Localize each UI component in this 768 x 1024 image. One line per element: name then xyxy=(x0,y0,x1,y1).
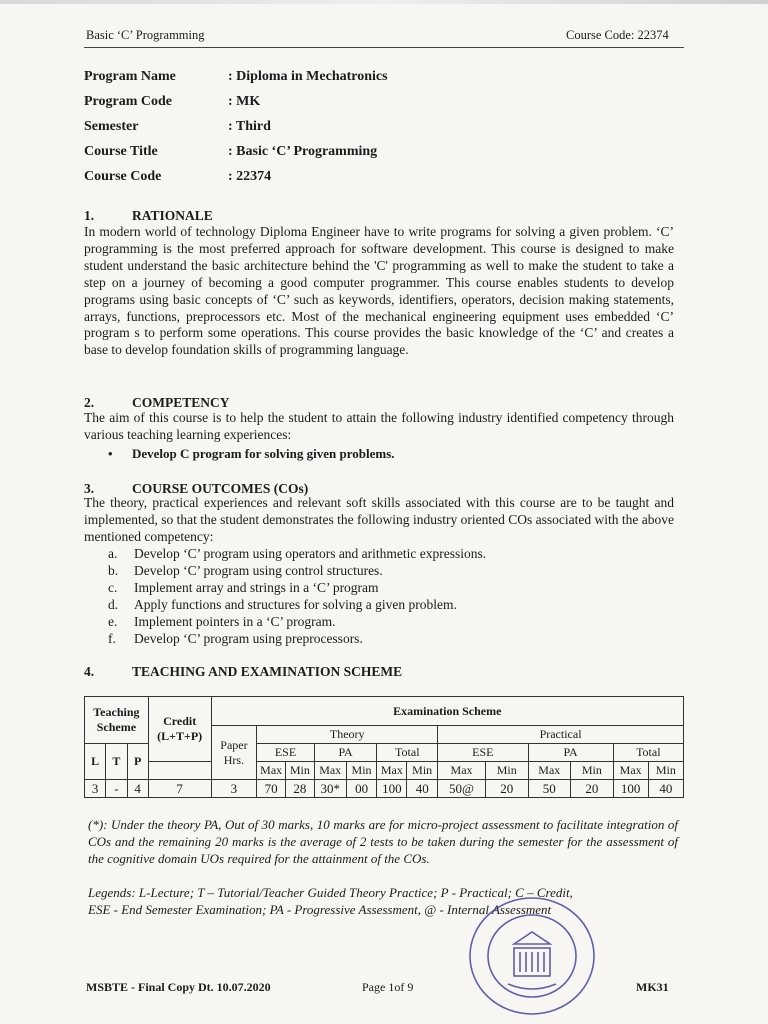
theory-ese-header: ESE xyxy=(257,744,314,762)
list-item: c. Implement array and strings in a ‘C’ program xyxy=(108,579,379,595)
max-header: Max xyxy=(613,762,648,780)
table-cell: - xyxy=(106,780,127,798)
info-row: Semester : Third xyxy=(84,118,271,134)
footer-copy-date: MSBTE - Final Copy Dt. 10.07.2020 xyxy=(86,980,271,994)
min-header: Min xyxy=(571,762,614,780)
theory-total-header: Total xyxy=(377,744,438,762)
competency-text: The aim of this course is to help the student to attain the following industry identified competency through various teaching learning experiences: xyxy=(84,410,674,442)
teaching-exam-scheme-table xyxy=(84,696,684,798)
p-header: P xyxy=(127,744,148,780)
table-cell: 3 xyxy=(85,780,106,798)
scan-edge xyxy=(0,0,768,4)
theory-pa-header: PA xyxy=(314,744,377,762)
list-item: e. Implement pointers in a ‘C’ program. xyxy=(108,613,336,629)
paper-hrs-header: Paper Hrs. xyxy=(211,726,257,780)
min-header: Min xyxy=(407,762,438,780)
header-course-code: Course Code: 22374 xyxy=(566,28,669,42)
table-cell: 00 xyxy=(346,780,377,798)
info-row: Program Code : MK xyxy=(84,93,261,109)
table-cell: 50@ xyxy=(438,780,486,798)
table-cell: 20 xyxy=(571,780,614,798)
list-item: d. Apply functions and structures for solving a given problem. xyxy=(108,596,457,612)
board-seal-stamp xyxy=(464,892,600,1020)
credit-header: Credit (L+T+P) xyxy=(148,697,211,762)
section-heading-outcomes: 3. COURSE OUTCOMES (COs) xyxy=(84,481,309,496)
t-header: T xyxy=(106,744,127,780)
table-cell: 100 xyxy=(377,780,407,798)
list-item: f. Develop ‘C’ program using preprocessors. xyxy=(108,630,363,646)
rationale-text: In modern world of technology Diploma Engineer have to write programs for solving a given problem. ‘C’ programming is the most preferred approach for software development. This course is designed to make student understand the basic architecture behind the 'C' programming as well to make the student to take a step on a journey of becoming a good computer programmer. This course enables students to develop programs using basic concepts of ‘C’ such as keywords, identifiers, operators, decision making statements, arrays, functions, preprocessors etc. Most of the mechanical engineering equipment uses embedded ‘C’ program s to perform some operations. This course provides the basic knowledge of the ‘C’ and creates a base to develop foundation skills of programming language. xyxy=(84,224,674,358)
info-row: Course Code : 22374 xyxy=(84,169,272,185)
table-cell: 70 xyxy=(257,780,286,798)
practical-ese-header: ESE xyxy=(438,744,528,762)
min-header: Min xyxy=(648,762,683,780)
section-heading-competency: 2. COMPETENCY xyxy=(84,395,230,410)
footer-code: MK31 xyxy=(636,980,669,994)
table-cell: 4 xyxy=(127,780,148,798)
max-header: Max xyxy=(438,762,486,780)
program-info xyxy=(84,64,388,190)
table-cell: 7 xyxy=(148,780,211,798)
table-cell: 40 xyxy=(407,780,438,798)
footer-page-number: Page 1of 9 xyxy=(362,980,414,994)
section-heading-rationale: 1. RATIONALE xyxy=(84,208,213,223)
min-header: Min xyxy=(485,762,528,780)
practical-pa-header: PA xyxy=(528,744,613,762)
exam-scheme-header: Examination Scheme xyxy=(211,697,683,726)
list-item: a. Develop ‘C’ program using operators and arithmetic expressions. xyxy=(108,546,487,561)
info-row: Course Title : Basic ‘C’ Programming xyxy=(84,144,378,160)
table-cell: 40 xyxy=(648,780,683,798)
practical-total-header: Total xyxy=(613,744,683,762)
max-header: Max xyxy=(377,762,407,780)
legend: Legends: L-Lecture; T – Tutorial/Teacher Guided Theory Practice; P - Practical; C – Credit, ESE - End Semester Examination; PA - Progressive Assessment, @ - Internal Assessment xyxy=(88,885,573,917)
header-course-title: Basic ‘C’ Programming xyxy=(86,28,205,42)
competency-bullet: • Develop C program for solving given problems. xyxy=(112,446,395,462)
max-header: Max xyxy=(314,762,346,780)
table-cell: 100 xyxy=(613,780,648,798)
table-cell: 20 xyxy=(485,780,528,798)
teaching-scheme-header: Teaching Scheme xyxy=(85,697,149,744)
table-cell: 30* xyxy=(314,780,346,798)
table-cell: 50 xyxy=(528,780,571,798)
info-row: Program Name : Diploma in Mechatronics xyxy=(84,68,388,84)
theory-header: Theory xyxy=(257,726,438,744)
max-header: Max xyxy=(528,762,571,780)
section-heading-scheme: 4. TEACHING AND EXAMINATION SCHEME xyxy=(84,664,403,679)
header-rule xyxy=(84,47,684,48)
table-row xyxy=(85,780,684,798)
l-header: L xyxy=(85,744,106,780)
max-header: Max xyxy=(257,762,286,780)
min-header: Min xyxy=(286,762,315,780)
min-header: Min xyxy=(346,762,377,780)
table-cell: 28 xyxy=(286,780,315,798)
outcomes-text: The theory, practical experiences and relevant soft skills associated with this course are to be taught and implemented, so that the student demonstrates the following industry oriented COs associated with the above mentioned competency: xyxy=(84,495,674,544)
outcomes-list xyxy=(108,546,486,647)
pa-note: (*): Under the theory PA, Out of 30 marks, 10 marks are for micro-project assessment to facilitate integration of COs and the remaining 20 marks is the average of 2 tests to be taken during the semester for the assessment of the cognitive domain UOs required for the attainment of the COs. xyxy=(88,817,678,866)
practical-header: Practical xyxy=(438,726,684,744)
list-item: b. Develop ‘C’ program using control structures. xyxy=(108,562,383,578)
table-cell: 3 xyxy=(211,780,257,798)
